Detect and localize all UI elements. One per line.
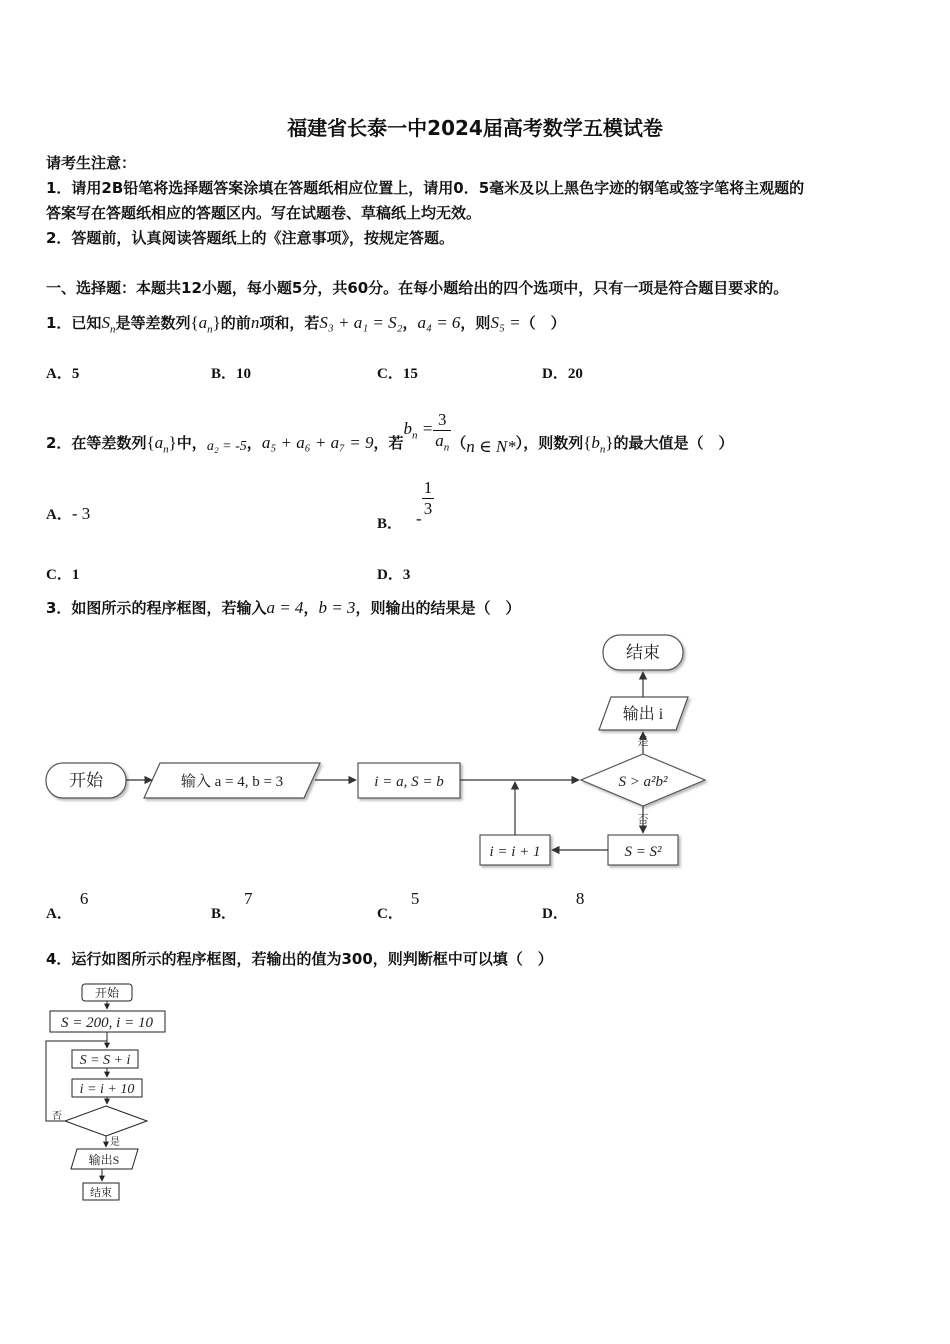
q2-option-a-value: - 3 — [71, 504, 91, 523]
q1-option-c-label: C． — [377, 366, 403, 382]
q1-option-d-label: D． — [542, 366, 568, 382]
q1-option-a-label: A． — [46, 366, 72, 382]
q1-option-a[interactable] — [46, 362, 79, 383]
q2-seq-b: $\{b_n\}$ — [583, 433, 614, 456]
q1-option-a-value: 5 — [71, 366, 80, 382]
question-1 — [46, 312, 566, 335]
q3-end-label: 结束 — [626, 643, 660, 662]
q1-ask: S₅ = — [490, 313, 521, 332]
q1-option-b-label: B． — [211, 366, 237, 382]
q2-option-c-value: 1 — [71, 567, 80, 583]
q2-bn: $b_n$ = — [403, 419, 434, 442]
q2-fraction-den: $a_n$ — [435, 431, 450, 454]
q2-text-4: ，则数列 — [523, 434, 584, 453]
q1-paren: （ ） — [520, 314, 566, 332]
q2-option-b-den: 3 — [423, 499, 433, 518]
q2-fraction-num: 3 — [433, 410, 451, 431]
q1-option-b-value: 10 — [236, 366, 252, 382]
q1-text-4: 项和，若 — [259, 314, 320, 332]
q1-option-d-value: 20 — [567, 366, 583, 382]
q4-init-label: S = 200, i = 10 — [61, 1015, 153, 1031]
q3-option-c[interactable] — [377, 888, 420, 922]
q4-output-label: 输出S — [88, 1153, 120, 1167]
q2-prefix: 2．在等差数列 — [46, 434, 147, 453]
q3-option-d-label: D． — [542, 906, 568, 922]
q2-bn-letter: b — [403, 419, 412, 439]
question-2: 2．在等差数列$\{a_n\}$中，a₂ = -5，a₅ + a₆ + a₇ = 9，若$b_n$ = $\frac{3}{a_n}$ （n ∈ N*），则数列$\{b_n\}$的最大值是（ ） — [46, 410, 734, 457]
q2-text-5: 的最大值是（ ） — [613, 434, 734, 453]
q2-fraction-den-letter: a — [435, 431, 444, 450]
q2-separator: ， — [246, 434, 262, 453]
q3-suffix: ，则输出的结果是（ ） — [355, 599, 521, 617]
q3-option-a-label: A． — [46, 906, 72, 922]
notice-line-1b: 答案写在答题纸相应的答题区内。写在试题卷、草稿纸上均无效。 — [46, 204, 482, 222]
q1-text-5: ，则 — [460, 314, 491, 332]
q3-output-label: 输出 i — [622, 706, 664, 723]
q2-seq: $\{a_n\}$ — [146, 433, 177, 456]
q2-option-b[interactable] — [377, 478, 434, 532]
question-3 — [46, 597, 520, 618]
q3-yes-label: 是 — [637, 736, 649, 748]
q2-option-c-label: C． — [46, 567, 72, 583]
q4-inc-label: i = i + 10 — [79, 1082, 135, 1097]
q2-domain: n ∈ N* — [466, 437, 516, 457]
q2-option-c[interactable] — [46, 563, 79, 584]
q3-option-d-value: 8 — [575, 889, 585, 908]
q1-option-c-value: 15 — [402, 366, 418, 382]
q1-text-3: 的前 — [220, 314, 251, 332]
q4-condition-node — [65, 1106, 147, 1136]
q2-option-b-num: 1 — [423, 478, 433, 497]
q1-sn: $S_n$ — [101, 313, 116, 336]
page-title: 福建省长泰一中2024届高考数学五模试卷 — [287, 116, 663, 140]
q1-option-d[interactable] — [542, 362, 583, 383]
q2-option-d[interactable] — [377, 563, 410, 584]
q1-text-2: 是等差数列 — [115, 314, 191, 332]
q1-seq-letter: a — [198, 313, 208, 332]
q1-separator: ， — [402, 314, 418, 332]
q3-separator: ， — [303, 599, 319, 617]
q2-option-d-value: 3 — [402, 567, 411, 583]
q1-option-b[interactable] — [211, 362, 251, 383]
q4-start-label: 开始 — [94, 986, 120, 1000]
q3-option-a-value: 6 — [79, 889, 89, 908]
q2-text-2: 中， — [176, 434, 207, 453]
q1-condition-2: a₄ = 6 — [417, 313, 461, 332]
q2-option-b-label: B． — [377, 515, 403, 532]
q4-yes-label: 是 — [110, 1137, 120, 1148]
q4-flowchart — [40, 978, 180, 1208]
q3-condition-label: S > a²b² — [618, 774, 668, 790]
q3-option-b-value: 7 — [244, 889, 253, 908]
notice-heading: 请考生注意： — [46, 154, 137, 172]
q3-no-label: 否 — [637, 814, 649, 826]
q1-prefix: 1．已知 — [46, 314, 102, 332]
q3-option-d[interactable] — [542, 888, 585, 922]
q3-square-label: S = S² — [624, 844, 662, 860]
q2-option-b-sign: - — [416, 508, 422, 528]
q3-assign-label: i = a, S = b — [374, 774, 444, 790]
q1-option-c[interactable] — [377, 362, 418, 383]
q2-fraction — [433, 410, 451, 457]
q4-add-label: S = S + i — [79, 1053, 131, 1068]
q4-end-label: 结束 — [90, 1187, 112, 1199]
q3-input-2: b = 3 — [318, 598, 356, 617]
q1-n: n — [250, 313, 260, 332]
q2-seqb-letter: b — [591, 433, 600, 453]
question-4: 4．运行如图所示的程序框图，若输出的值为300，则判断框中可以填（ ） — [46, 950, 553, 968]
q2-text-3: ，若 — [373, 434, 404, 453]
q3-prefix: 3．如图所示的程序框图，若输入 — [46, 599, 267, 617]
q2-option-a[interactable] — [46, 503, 90, 524]
q3-input-1: a = 4 — [266, 598, 304, 617]
q3-option-b-label: B． — [211, 906, 237, 922]
q3-option-c-label: C． — [377, 906, 403, 922]
q3-flowchart — [0, 620, 950, 880]
q2-option-d-label: D． — [377, 567, 403, 583]
q2-condition-1: a₂ = -5 — [206, 439, 247, 455]
q3-option-c-value: 5 — [410, 889, 420, 908]
q1-condition-1: S₃ + a₁ = S₂ — [319, 313, 403, 332]
notice-line-2: 2．答题前，认真阅读答题纸上的《注意事项》，按规定答题。 — [46, 229, 454, 247]
q3-option-a[interactable] — [46, 888, 89, 922]
q2-seq-letter: a — [154, 433, 164, 453]
q2-option-a-label: A． — [46, 507, 72, 523]
q1-seq: $\{a_n\}$ — [190, 313, 221, 336]
q3-increment-label: i = i + 1 — [489, 844, 541, 860]
q4-no-label: 否 — [52, 1111, 62, 1122]
notice-line-1: 1．请用2B铅笔将选择题答案涂填在答题纸相应位置上，请用0．5毫米及以上黑色字迹的钢笔或签字笔将主观题的 — [46, 179, 805, 197]
q3-input-label: 输入 a = 4, b = 3 — [180, 774, 284, 790]
q3-option-b[interactable] — [211, 888, 253, 922]
section-heading: 一、选择题：本题共12小题，每小题5分，共60分。在每小题给出的四个选项中，只有一项是符合题目要求的。 — [46, 279, 789, 297]
q2-condition-2: a₅ + a₆ + a₇ = 9 — [261, 433, 374, 453]
q1-sn-letter: S — [101, 313, 110, 332]
q3-start-label: 开始 — [69, 771, 103, 790]
q2-option-b-fraction — [422, 478, 435, 519]
